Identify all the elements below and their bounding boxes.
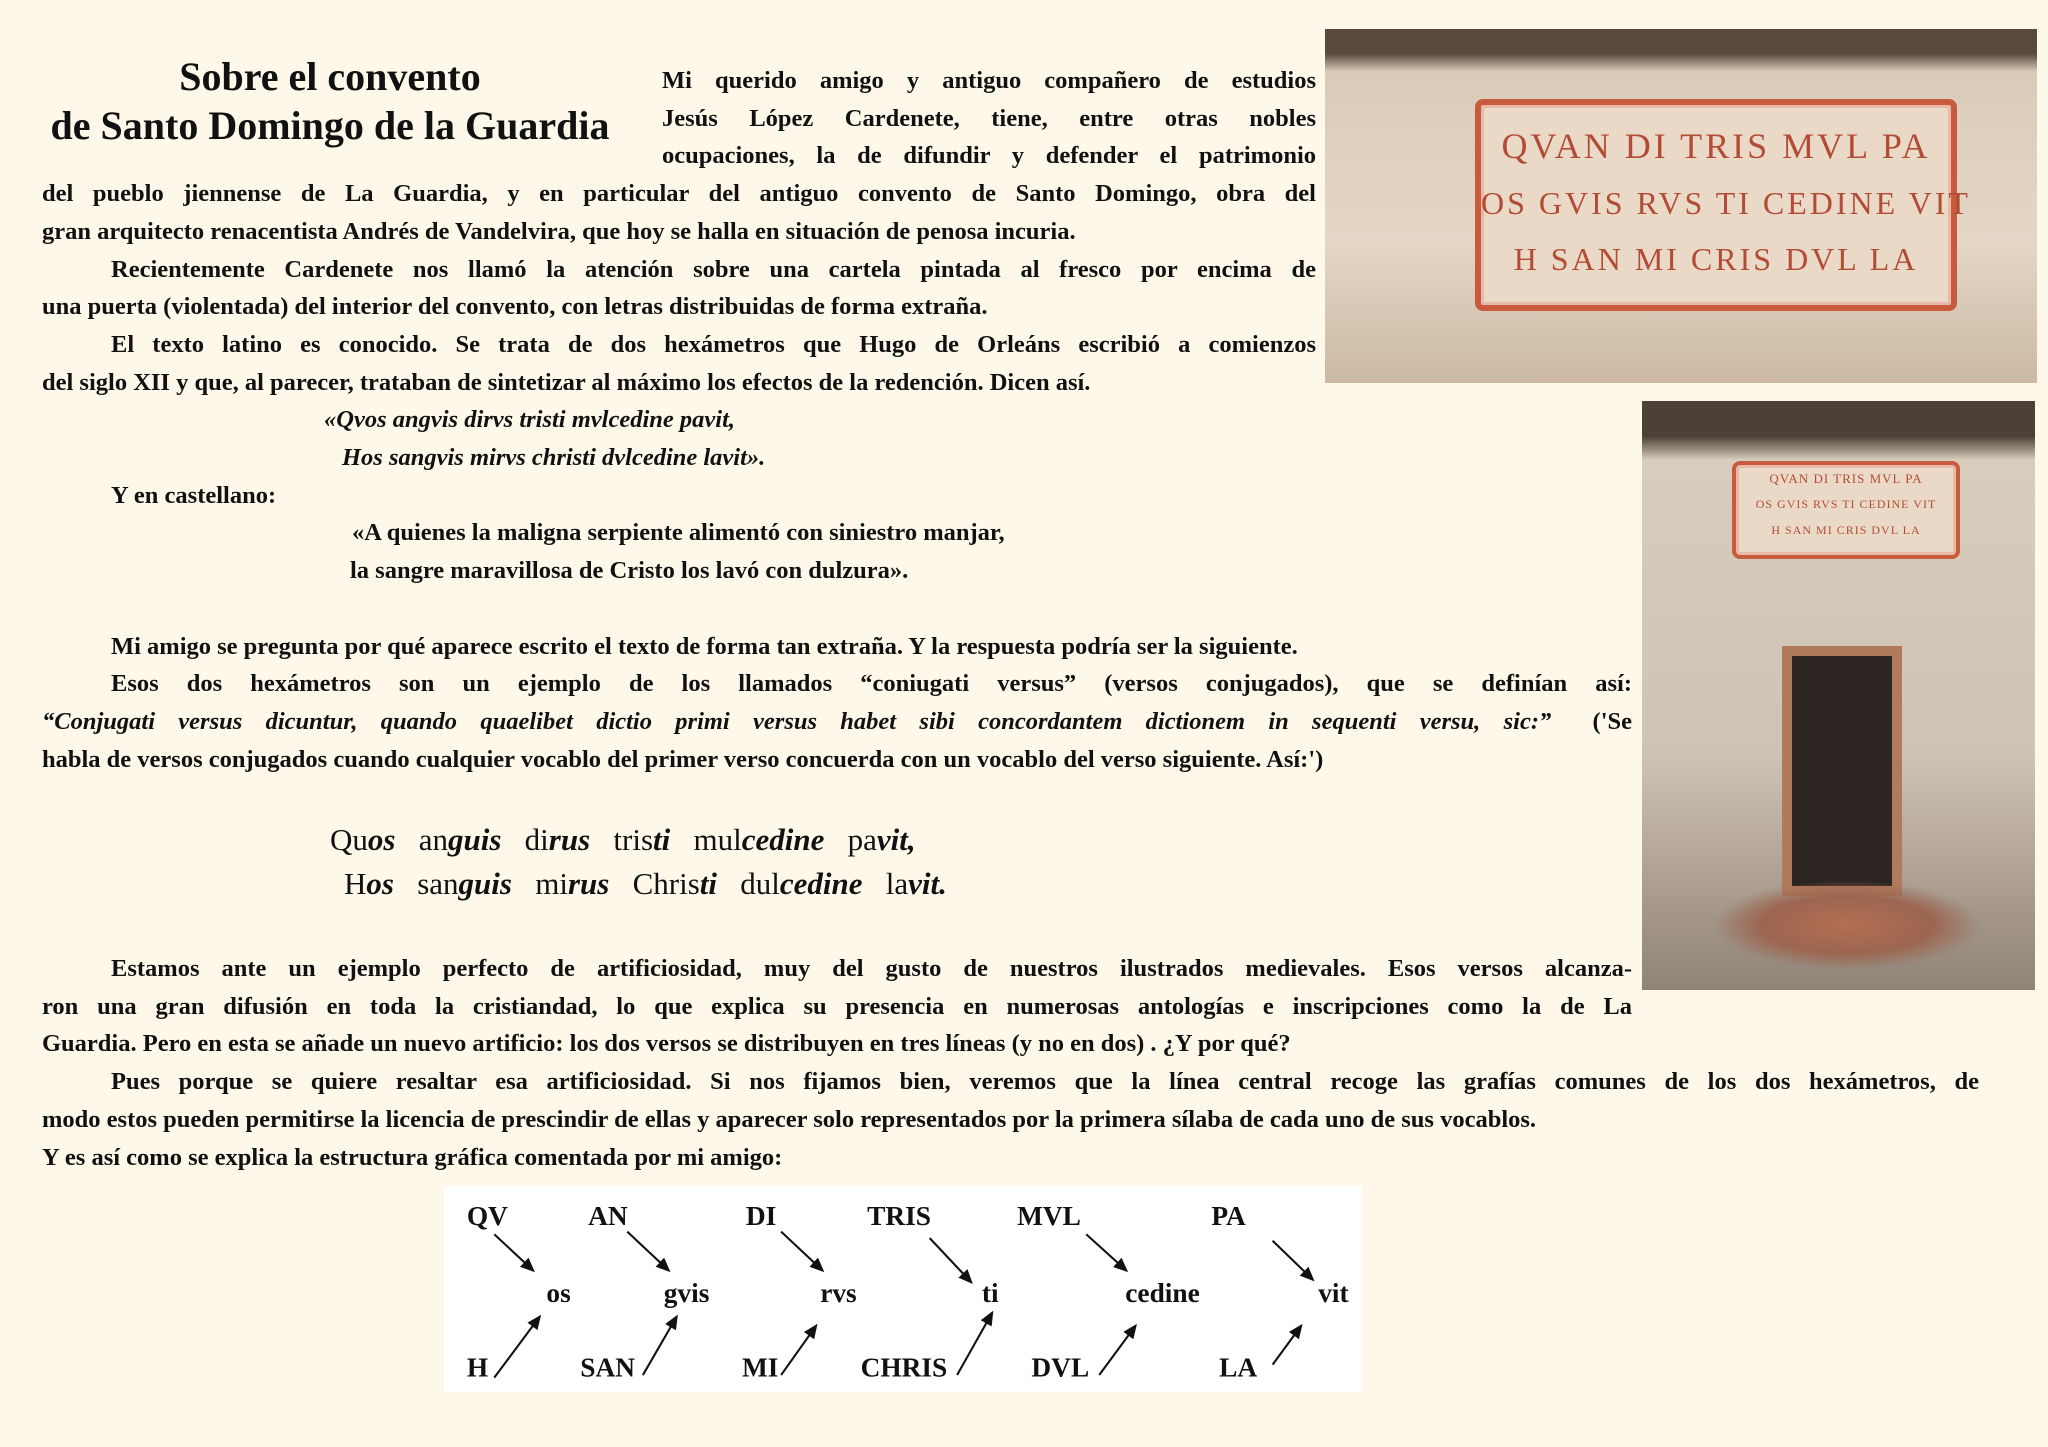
verse-word-ending: cedine [741,822,825,857]
cartela-photo-closeup [1325,29,2037,383]
diagram-syllable-middle: rvs [820,1278,857,1309]
broken-doorway [1782,646,1902,896]
text-line-content: del siglo XII y que, al parecer, trataban de sintetizar al máximo los efectos de la redención. Dicen así. [42,368,1091,396]
inscription-line: H SAN MI CRIS DVL LA [1513,241,1919,277]
cartela-fresco [1732,461,1960,559]
text-line [111,665,1632,703]
verse-word-ending: vit, [876,822,916,857]
diagram-arrow [627,1232,669,1271]
text-line-content: una puerta (violentada) del interior del convento, con letras distribuidas de forma extraña. [42,293,988,321]
diagram-syllable-top: AN [588,1201,628,1232]
text-line-content: Mi querido amigo y antiguo compañero de estudios [662,67,1316,94]
verse-word-stem: la [885,866,909,901]
text-line [42,1025,1632,1063]
diagram-syllable-middle: gvis [663,1278,710,1309]
verse-word-ending: rus [548,822,591,857]
diagram-arrow [930,1238,972,1282]
diagram-arrow [1273,1241,1313,1280]
text-line [111,1063,1979,1101]
verse-word-stem: mi [535,866,568,901]
text-line-content: gran arquitecto renacentista Andrés de Vandelvira, que hoy se halla en situación de penosa incuria. [42,217,1076,245]
inscription-line: OS GVIS RVS TI CEDINE VIT [1755,497,1937,511]
latin-verse-line [344,862,947,906]
inscription-line: H SAN MI CRIS DVL LA [1771,523,1921,537]
diagram-arrow [1273,1326,1302,1365]
diagram-arrow [781,1232,823,1271]
text-line [111,251,1316,289]
text-line [42,213,1316,251]
text-line-content: Estamos ante un ejemplo perfecto de artificiosidad, muy del gusto de nuestros ilustrados medievales. Esos versos alcanza- [111,955,1632,982]
inscription-line: QVAN DI TRIS MVL PA [1501,126,1931,166]
verse-word-ending: ti [653,822,671,857]
verse-word-ending: os [366,866,394,901]
cartela-fresco [1475,99,1971,311]
text-line-content: modo estos pueden permitirse la licencia de prescindir de ellas y aparecer solo representados por la primera sílaba de cada uno de sus vocablos. [42,1105,1537,1133]
diagram-syllable-top: MVL [1017,1201,1081,1232]
text-line-content: ron una gran difusión en toda la cristiandad, lo que explica su presencia en numerosas antologías e inscripciones como la de La [42,992,1632,1020]
text-line-content: Jesús López Cardenete, tiene, entre otras nobles [662,104,1316,132]
inscription-line: QVAN DI TRIS MVL PA [1769,471,1923,486]
verse-word-stem: an [418,822,448,857]
inscription-line: OS GVIS RVS TI CEDINE VIT [1481,185,1971,221]
text-line [42,364,1316,402]
text-line-content: Mi amigo se pregunta por qué aparece escrito el texto de forma tan extraña. Y la respuesta podría ser la siguiente. [111,632,1298,660]
diagram-syllable-top: PA [1211,1201,1246,1232]
text-line-content: Recientemente Cardenete nos llamó la atención sobre una cartela pintada al fresco por encima de [111,255,1316,283]
verse-word-stem: Chris [632,866,700,901]
text-line-content: «Qvos angvis dirvs tristi mvlcedine pavit, [324,406,736,434]
verse-word-ending: vit. [908,866,947,901]
text-line-content: habla de versos conjugados cuando cualquier vocablo del primer verso concuerda con un vocablo del verso siguiente. Así:') [42,745,1324,773]
diagram-syllable-bottom: H [466,1352,489,1383]
text-line-content: Pues porque se quiere resaltar esa artificiosidad. Si nos fijamos bien, veremos que la línea central recoge las grafías comunes de los dos hexámetros, de [111,1068,1979,1096]
diagram-syllable-bottom: CHRIS [860,1352,948,1383]
diagram-syllable-bottom: LA [1219,1352,1258,1383]
text-line-content: ('Se [1592,707,1632,735]
text-line [42,288,1316,326]
text-line [42,1101,1910,1139]
text-line [111,326,1316,364]
text-line-content: “Conjugati versus dicuntur, quando quaelibet dictio primi versus habet sibi concordantem dictionem in sequenti versu, sic:” [42,707,1552,735]
text-line [111,477,511,515]
text-line [352,514,1252,552]
text-line [42,988,1632,1026]
title-line-1: Sobre el convento [179,54,481,99]
text-line-content: Y en castellano: [111,481,277,509]
verse-word-ending: guis [447,822,502,857]
diagram-syllable-middle: cedine [1125,1278,1200,1309]
text-line [42,741,1563,779]
text-line [324,401,924,439]
text-line-content: Esos dos hexámetros son un ejemplo de los llamados “coniugati versus” (versos conjugados), que se definían así: [111,670,1632,698]
diagram-syllable-bottom: MI [741,1352,779,1383]
text-line-content: El texto latino es conocido. Se trata de dos hexámetros que Hugo de Orleáns escribió a comienzos [111,330,1316,358]
text-line [42,1139,1042,1177]
diagram-arrow [1086,1234,1126,1271]
text-line-content: Hos sangvis mirvs christi dvlcedine lavit». [342,444,766,471]
text-line [350,552,1250,590]
title-line-2: de Santo Domingo de la Guardia [50,103,610,148]
diagram-arrow [957,1312,992,1375]
diagram-syllable-top: TRIS [867,1201,932,1232]
text-line [111,950,1632,988]
diagram-syllable-top: QV [466,1201,508,1232]
diagram-syllable-bottom: SAN [580,1352,636,1383]
text-line [662,100,1316,138]
text-line [42,703,1632,741]
text-line-content: Guardia. Pero en esta se añade un nuevo artificio: los dos versos se distribuyen en tres líneas (y no en dos) . ¿Y por qué? [42,1030,1291,1058]
diagram-syllable-bottom: DVL [1031,1352,1090,1383]
diagram-arrow [1099,1326,1136,1376]
text-line-content: Y es así como se explica la estructura gráfica comentada por mi amigo: [42,1143,783,1171]
text-line [662,137,1316,175]
verse-word-ending: os [367,822,396,857]
verse-word-stem: mul [693,822,742,857]
verse-word-ending: rus [567,866,610,901]
door-photo [1642,401,2035,990]
verse-word-stem: pa [847,822,877,857]
verse-word-ending: ti [699,866,717,901]
verse-word-stem: H [344,866,367,901]
diagram-syllable-middle: os [546,1278,571,1309]
diagram-syllable-top: DI [745,1201,777,1232]
verse-word-stem: dul [740,866,780,901]
diagram-arrow [643,1316,677,1375]
verse-word-stem: san [417,866,459,901]
text-line [111,628,1501,666]
verse-structure-diagram [444,1186,1362,1392]
page-title [20,52,640,150]
verse-word-stem: di [524,822,549,857]
latin-verse-line [330,818,916,862]
text-line [42,175,1316,213]
verse-word-stem: tris [613,822,654,857]
diagram-arrow [781,1326,816,1376]
verse-word-ending: guis [458,866,512,901]
diagram-arrow [494,1316,540,1377]
verse-word-stem: Qu [330,822,368,857]
diagram-syllable-middle: ti [981,1278,999,1309]
verse-word-ending: cedine [779,866,863,901]
diagram-arrow [494,1234,533,1271]
rubble [1712,880,1982,970]
text-line [662,62,1316,100]
text-line [342,439,942,477]
diagram-syllable-middle: vit [1318,1278,1349,1309]
text-line-content: ocupaciones, la de difundir y defender el patrimonio [662,142,1316,170]
text-line-content: «A quienes la maligna serpiente alimentó con siniestro manjar, [352,519,1005,547]
text-line-content: del pueblo jiennense de La Guardia, y en particular del antiguo convento de Santo Domingo, obra del [42,180,1316,208]
text-line-content: la sangre maravillosa de Cristo los lavó con dulzura». [350,557,909,585]
